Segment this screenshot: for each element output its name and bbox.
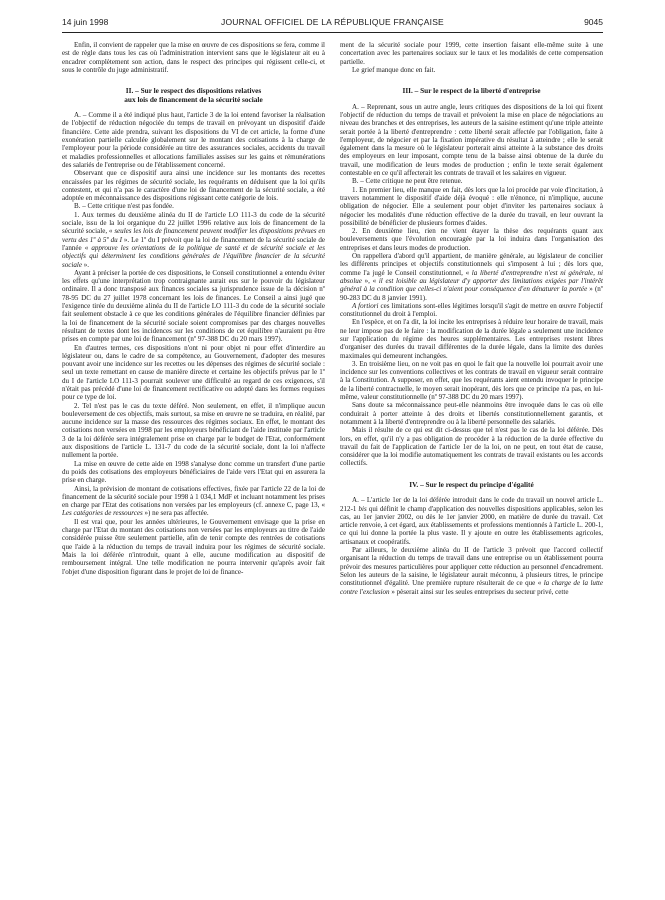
paragraph: [62, 211, 325, 269]
text-run: » pèserait ainsi sur les seules entreprises du secteur privé, cette: [389, 587, 569, 596]
section-heading-iii: III. – Sur le respect de la liberté d'entreprise: [402, 86, 541, 96]
text-run: ces limitations sont-elles légitimes lorsqu'il s'agit de mettre en œuvre l'objectif constitutionnel du droit à l'emploi.: [340, 301, 603, 319]
italic-quote: seules les lois de financement peuvent modifier les dispositions prévues en vertu des 1º à 5º du I: [62, 227, 325, 244]
paragraph: [340, 252, 603, 302]
text-run: Par ailleurs, le deuxième alinéa du II de l'article 3 prévoit que l'accord collectif organisant la réduction du temps de travail dans une entreprise ou un établissement pourra prévoir des mesures particulières pour appliquer cette réduction au personnel d'encadrement. Selon les auteurs de la saisine, le législateur aurait méconnu, à plusieurs titres, le principe constitutionnel d'égalité. Une première rupture résulterait de ce que «: [340, 546, 603, 588]
text-run: ») ne sera pas affectée.: [142, 509, 209, 518]
header-date: 14 juin 1998: [62, 17, 109, 27]
paragraph: Le grief manque donc en fait.: [352, 65, 436, 74]
paragraph: A. – Comme il a été indiqué plus haut, l'article 3 de la loi entend favoriser la réalisation de l'objectif de réduction négociée du temps de travail en prévoyant un dispositif d'aide financière. Cette aide prendra, suivant les dispositions du VI de cet article, la forme d'une exonération partielle calculée globalement sur le montant des cotisations à la charge de l'employeur pour la période considérée au titre des assurances sociales, accidents du travail et maladies professionnelles et allocations familiales assises sur les gains et rémunérations des salariés de l'entreprise ou de l'établissement concerné.: [62, 111, 325, 169]
paragraph: Enfin, il convient de rappeler que la mise en œuvre de ces dispositions se fera, comme il est de règle dans tous les cas où l'administration intervient sans que le législateur ait eu à encadrer complètement son action, dans le respect des principes qui régissent celle-ci, et sous le contrôle du juge administratif.: [62, 41, 325, 74]
paragraph: B. – Cette critique ne peut être retenue.: [352, 177, 463, 186]
page-header: [62, 17, 603, 31]
text-run: On rappellera d'abord qu'il appartient, de manière générale, au législateur de concilier les différents principes et objectifs constitutionnels qui s'imposent à lui ; dès lors que, comme l'a jugé le Conseil constitutionnel, «: [340, 252, 603, 277]
paragraph: En d'autres termes, ces dispositions n'ont ni pour objet ni pour effet d'interdire au législateur ou, dans le cadre de sa compétence, au Gouvernement, d'adopter des mesures pouvant avoir une incidence sur les recettes ou les dépenses des régimes de sécurité sociale : seul un texte remettant en cause de manière directe et certaine les objectifs prévus par le 1º du I de l'article LO 111-3 pourrait soulever une difficulté au regard de ces exigences, s'il n'était pas précédé d'une loi de financement rectificative ou adopté dans les formes requises pour ce type de loi.: [62, 343, 325, 402]
text-run: Ainsi, la prévision de montant de cotisations effectives, fixée par l'article 22 de la loi de financement de la sécurité sociale pour 1998 à 1 034,1 MdF et incluant notamment les prises en charge par l'Etat des cotisations non versées par les employeurs (cf. annexe C, page 13, «: [62, 484, 325, 510]
text-run: ». Le 1º du I prévoit que la loi de financement de la sécurité sociale de l'année «: [62, 235, 325, 252]
section-heading-iv: IV. – Sur le respect du principe d'égalité: [409, 479, 534, 489]
paragraph: La mise en œuvre de cette aide en 1998 s'analyse donc comme un transfert d'une partie du poids des cotisations des employeurs bénéficiaires de l'aide vers l'Etat qui en assurera la prise en charge.: [62, 459, 325, 485]
paragraph: 2. En deuxième lieu, rien ne vient étayer la thèse des requérants quant aux bouleversements que l'évolution encouragée par la loi induira dans l'organisation des entreprises et dans leurs modes de production.: [340, 227, 603, 252]
right-column: [340, 41, 603, 891]
text-run: ».: [81, 260, 90, 269]
text-run: » (nº 90-283 DC du 8 janvier 1991).: [340, 285, 603, 302]
paragraph: [62, 485, 325, 518]
paragraph: A. – Reprenant, sous un autre angle, leurs critiques des dispositions de la loi qui fixent l'objectif de réduction du temps de travail et prévoient la mise en place de négociations au niveau des branches et des entreprises, les auteurs de la saisine estiment qu'une triple atteinte serait portée à la liberté d'entreprendre : cette liberté serait affectée par l'obligation, faite à l'employeur, de négocier et par la fixation impérative du résultat à atteindre ; elle le serait également dans la mesure où le législateur porterait ainsi atteinte à la substance des droits des employeurs en leur imposant, compte tenu de la baisse ainsi obtenue de la durée du travail, une modification de leurs modes de production ; enfin le texte serait également contestable en ce qu'il affecterait les contrats de travail et les salaires en vigueur.: [340, 102, 603, 178]
paragraph: Mais il résulte de ce qui est dit ci-dessus que tel n'est pas le cas de la loi déférée. Dès lors, en effet, qu'il n'y a pas obligation de procéder à la réduction de la durée effective du travail du fait de l'application de l'article 1er de la loi, on ne peut, en tout état de cause, considérer que la loi modifie automatiquement les contrats de travail existants ou les accords collectifs.: [340, 426, 603, 468]
header-divider: [62, 32, 603, 33]
paragraph: ment de la sécurité sociale pour 1999, cette insertion faisant elle-même suite à une concertation avec les partenaires sociaux sur le taux et les modalités de cette compensation partielle.: [340, 41, 603, 66]
header-page-number: 9045: [584, 17, 603, 27]
text-run: A. – L'article 1er de la loi déférée introduit dans le code du travail un nouvel article L. 212-1: [340, 496, 603, 513]
left-column: [62, 41, 325, 891]
paragraph: Ayant à préciser la portée de ces dispositions, le Conseil constitutionnel a entendu éviter les effets qu'une interprétation trop contraignante aurait eus sur le pouvoir du législateur ordinaire. Il a donc transposé aux finances sociales sa jurisprudence issue de la décision nº 78-95 DC du 27 juillet 1978 concernant les lois de finances. Le Conseil a ainsi jugé que l'exigence tirée du deuxième alinéa du II de l'article LO 111-3 du code de la sécurité sociale fait seulement obstacle à ce que les conditions générales de l'équilibre financier définies par la loi de financement de la sécurité sociale soient compromises par des charges nouvelles résultant de textes dont les incidences sur les conditions de cet équilibre n'auraient pu être prises en compte par une loi de financement (nº 97-388 DC du 20 mars 1997).: [62, 268, 325, 344]
paragraph: [340, 302, 603, 319]
header-journal-title: JOURNAL OFFICIEL DE LA RÉPUBLIQUE FRANÇAISE: [221, 17, 444, 27]
italic-quote: la charge de la lutte contre l'exclusion: [340, 579, 603, 596]
paragraph: En l'espèce, et on l'a dit, la loi incite les entreprises à réduire leur horaire de travail, mais ne leur impose pas de le faire : la modification de la durée légale a seulement une incidence sur l'application du régime des heures supplémentaires. Les entreprises restent libres d'organiser des durées du travail différentes de la durée légale, dans la limite des durées maximales qui demeurent inchangées.: [340, 318, 603, 360]
text-run: qui définit le champ d'application des nouvelles dispositions applicables, selon les cas, au 1er janvier 2002, ou dès le 1er janvier 2000, en matière de durée du travail. Cet article renvoie, à cet égard, aux établissements et professions mentionnés à l'article L. 200-1, ce qui lui donne la portée la plus vaste. Il y ajoute en outre les établissements agricoles, artisanaux et coopératifs.: [340, 504, 603, 546]
section-heading-ii: [62, 87, 325, 104]
text-run: 1. Aux termes du deuxième alinéa du II de l'article LO 111-3 du code de la sécurité sociale, issu de la loi organique du 22 juillet 1996 relative aux lois de financement de la sécurité sociale, «: [62, 210, 325, 236]
section-heading-line: II. – Sur le respect des dispositions relatives: [125, 86, 262, 96]
italic-quote: il est loisible au législateur d'y apporter des limitations exigées par l'intérêt général à la condition que celles-ci n'aient pour conséquence d'en dénaturer la portée: [340, 276, 603, 294]
italic-quote: approuve les orientations de la politique de santé et de sécurité sociale et les objectifs qui déterminent les conditions générales de l'équilibre financier de la sécurité sociale: [62, 243, 325, 269]
paragraph: B. – Cette critique n'est pas fondée.: [74, 202, 174, 211]
italic-quote: Les catégories de ressources: [62, 509, 143, 518]
paragraph: [340, 496, 603, 546]
paragraph: 2. Tel n'est pas le cas du texte déféré. Non seulement, en effet, il n'implique aucun bouleversement de ces objectifs, mais surtout, sa mise en œuvre ne se traduira, en réalité, par aucune incidence sur la masse des ressources des régimes sociaux. En effet, le montant des cotisations non versées en 1998 par les employeurs bénéficiant de l'aide instituée par l'article 3 de la loi déférée sera intégralement prise en charge par le budget de l'Etat, conformément aux dispositions de l'article L. 131-7 du code de la sécurité sociale, dont la loi n'affecte nullement la portée.: [62, 401, 325, 460]
paragraph: Il est vrai que, pour les années ultérieures, le Gouvernement envisage que la prise en charge par l'Etat du montant des cotisations non versées par les employeurs au titre de l'aide considérée puisse être seulement partielle, afin de tenir compte des rentrées de cotisations que l'aide à la réduction du temps de travail induira pour les régimes de sécurité sociale. Mais la loi déférée n'introduit, quant à elle, aucune modification au dispositif de remboursement intégral. Une telle modification ne pourra intervenir qu'après avoir fait l'objet d'une disposition figurant dans le projet de loi de finance-: [62, 517, 325, 576]
paragraph: 3. En troisième lieu, on ne voit pas en quoi le fait que la nouvelle loi pourrait avoir une incidence sur les conventions collectives et les contrats de travail en vigueur serait contraire à la Constitution. A supposer, en effet, que les requérants aient entendu invoquer le principe de la liberté contractuelle, le moyen serait inopérant, dès lors que ce principe n'a pas, en lui-même, valeur constitutionnelle (nº 97-388 DC du 20 mars 1997).: [340, 359, 603, 402]
italic-quote: la liberté d'entreprendre n'est ni générale, ni absolue: [340, 268, 603, 285]
italic-phrase: A fortiori: [352, 301, 379, 310]
text-run: », «: [361, 276, 379, 285]
section-heading-line: aux lois de financement de la sécurité sociale: [124, 94, 263, 104]
paragraph: 1. En premier lieu, elle manque en fait, dès lors que la loi procède par voie d'incitation, à travers notamment le dispositif d'aide déjà évoqué : elle n'énonce, ni n'implique, aucune obligation de négocier. Elle a seulement pour objet d'inviter les partenaires sociaux à négocier les modalités d'une réduction effective de la durée du travail, en leur ouvrant la possibilité de bénéficier de plusieurs formes d'aides.: [340, 185, 603, 227]
paragraph: Observant que ce dispositif aura ainsi une incidence sur les montants des recettes encaissées par les régimes de sécurité sociale, les requérants en déduisent que la loi qu'ils contestent, et qui n'a pas le caractère d'une loi de financement de la sécurité sociale, a été adoptée en méconnaissance des dispositions régissant cette catégorie de lois.: [62, 169, 325, 203]
paragraph: [340, 546, 603, 596]
italic-word: bis: [358, 504, 367, 513]
paragraph: Sans doute sa méconnaissance peut-elle néanmoins être invoquée dans le cas où elle conduirait à porter atteinte à des droits et libertés constitutionnellement garantis, et notamment à la liberté d'entreprendre ou à la liberté personnelle des salariés.: [340, 401, 603, 426]
